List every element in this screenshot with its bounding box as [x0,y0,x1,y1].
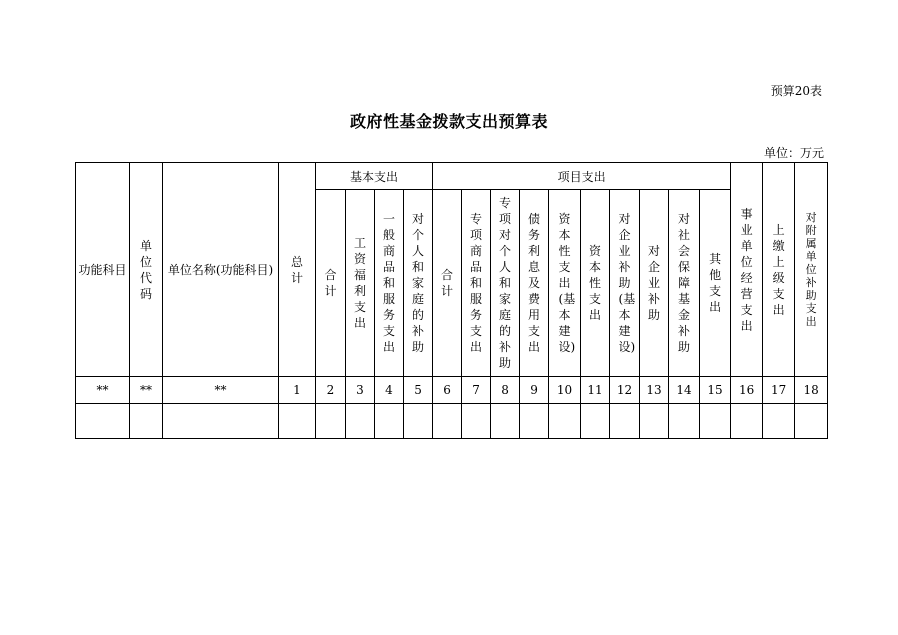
empty-cell [520,404,549,439]
header-basic-goods: 一般商品和服务支出 [375,190,404,377]
header-proj-debt: 债务利息及费用支出 [520,190,549,377]
number-cell: 11 [581,377,610,404]
empty-cell [700,404,731,439]
empty-cell [433,404,462,439]
group-project-expenditure: 项目支出 [433,163,731,190]
empty-cell [549,404,581,439]
header-proj-capital: 资本性支出 [581,190,610,377]
empty-cell [640,404,669,439]
empty-cell [462,404,491,439]
header-total: 总计 [279,163,316,377]
number-cell: 4 [375,377,404,404]
header-proj-social: 对社会保障基金补助 [669,190,700,377]
number-cell: 17 [763,377,795,404]
number-cell: 2 [316,377,346,404]
header-proj-total: 合计 [433,190,462,377]
number-row [76,377,828,404]
header-proj-other: 其他支出 [700,190,731,377]
number-cell: 18 [795,377,828,404]
number-cell: 12 [610,377,640,404]
number-cell: 8 [491,377,520,404]
empty-cell [316,404,346,439]
empty-cell [375,404,404,439]
budget-table [75,162,828,439]
number-cell: ** [163,377,279,404]
empty-cell [763,404,795,439]
empty-cell [404,404,433,439]
number-cell: 7 [462,377,491,404]
empty-cell [731,404,763,439]
header-basic-individual: 对个人和家庭的补助 [404,190,433,377]
number-cell: 16 [731,377,763,404]
header-proj-enterprise-basic: 对企业补助(基本建设) [610,190,640,377]
number-cell: 15 [700,377,731,404]
header-proj-capital-basic: 资本性支出(基本建设) [549,190,581,377]
empty-cell [346,404,375,439]
form-number: 预算20表 [770,84,822,98]
unit-label: 单位：万元 [763,146,824,160]
number-cell: ** [76,377,130,404]
page-title: 政府性基金拨款支出预算表 [349,112,548,131]
empty-cell [163,404,279,439]
header-institution-ops: 事业单位经营支出 [731,163,763,377]
number-cell: 1 [279,377,316,404]
empty-cell [491,404,520,439]
number-cell: 5 [404,377,433,404]
number-cell: 9 [520,377,549,404]
empty-cell [279,404,316,439]
number-cell: ** [130,377,163,404]
empty-cell [795,404,828,439]
empty-cell [669,404,700,439]
empty-data-row [76,404,828,439]
empty-cell [581,404,610,439]
header-paid-upper: 上缴上级支出 [763,163,795,377]
number-cell: 6 [433,377,462,404]
number-cell: 14 [669,377,700,404]
header-basic-total: 合计 [316,190,346,377]
empty-cell [130,404,163,439]
header-proj-goods: 专项商品和服务支出 [462,190,491,377]
empty-cell [76,404,130,439]
header-unit-code: 单位代码 [130,163,163,377]
number-cell: 13 [640,377,669,404]
header-subsidiary: 对附属单位补助支出 [795,163,828,377]
header-proj-enterprise: 对企业补助 [640,190,669,377]
header-proj-individual: 专项对个人和家庭的补助 [491,190,520,377]
header-unit-name: 单位名称(功能科目) [163,163,279,377]
empty-cell [610,404,640,439]
number-cell: 3 [346,377,375,404]
number-cell: 10 [549,377,581,404]
group-basic-expenditure: 基本支出 [316,163,433,190]
header-func-subject: 功能科目 [76,163,130,377]
header-basic-wages: 工资福利支出 [346,190,375,377]
